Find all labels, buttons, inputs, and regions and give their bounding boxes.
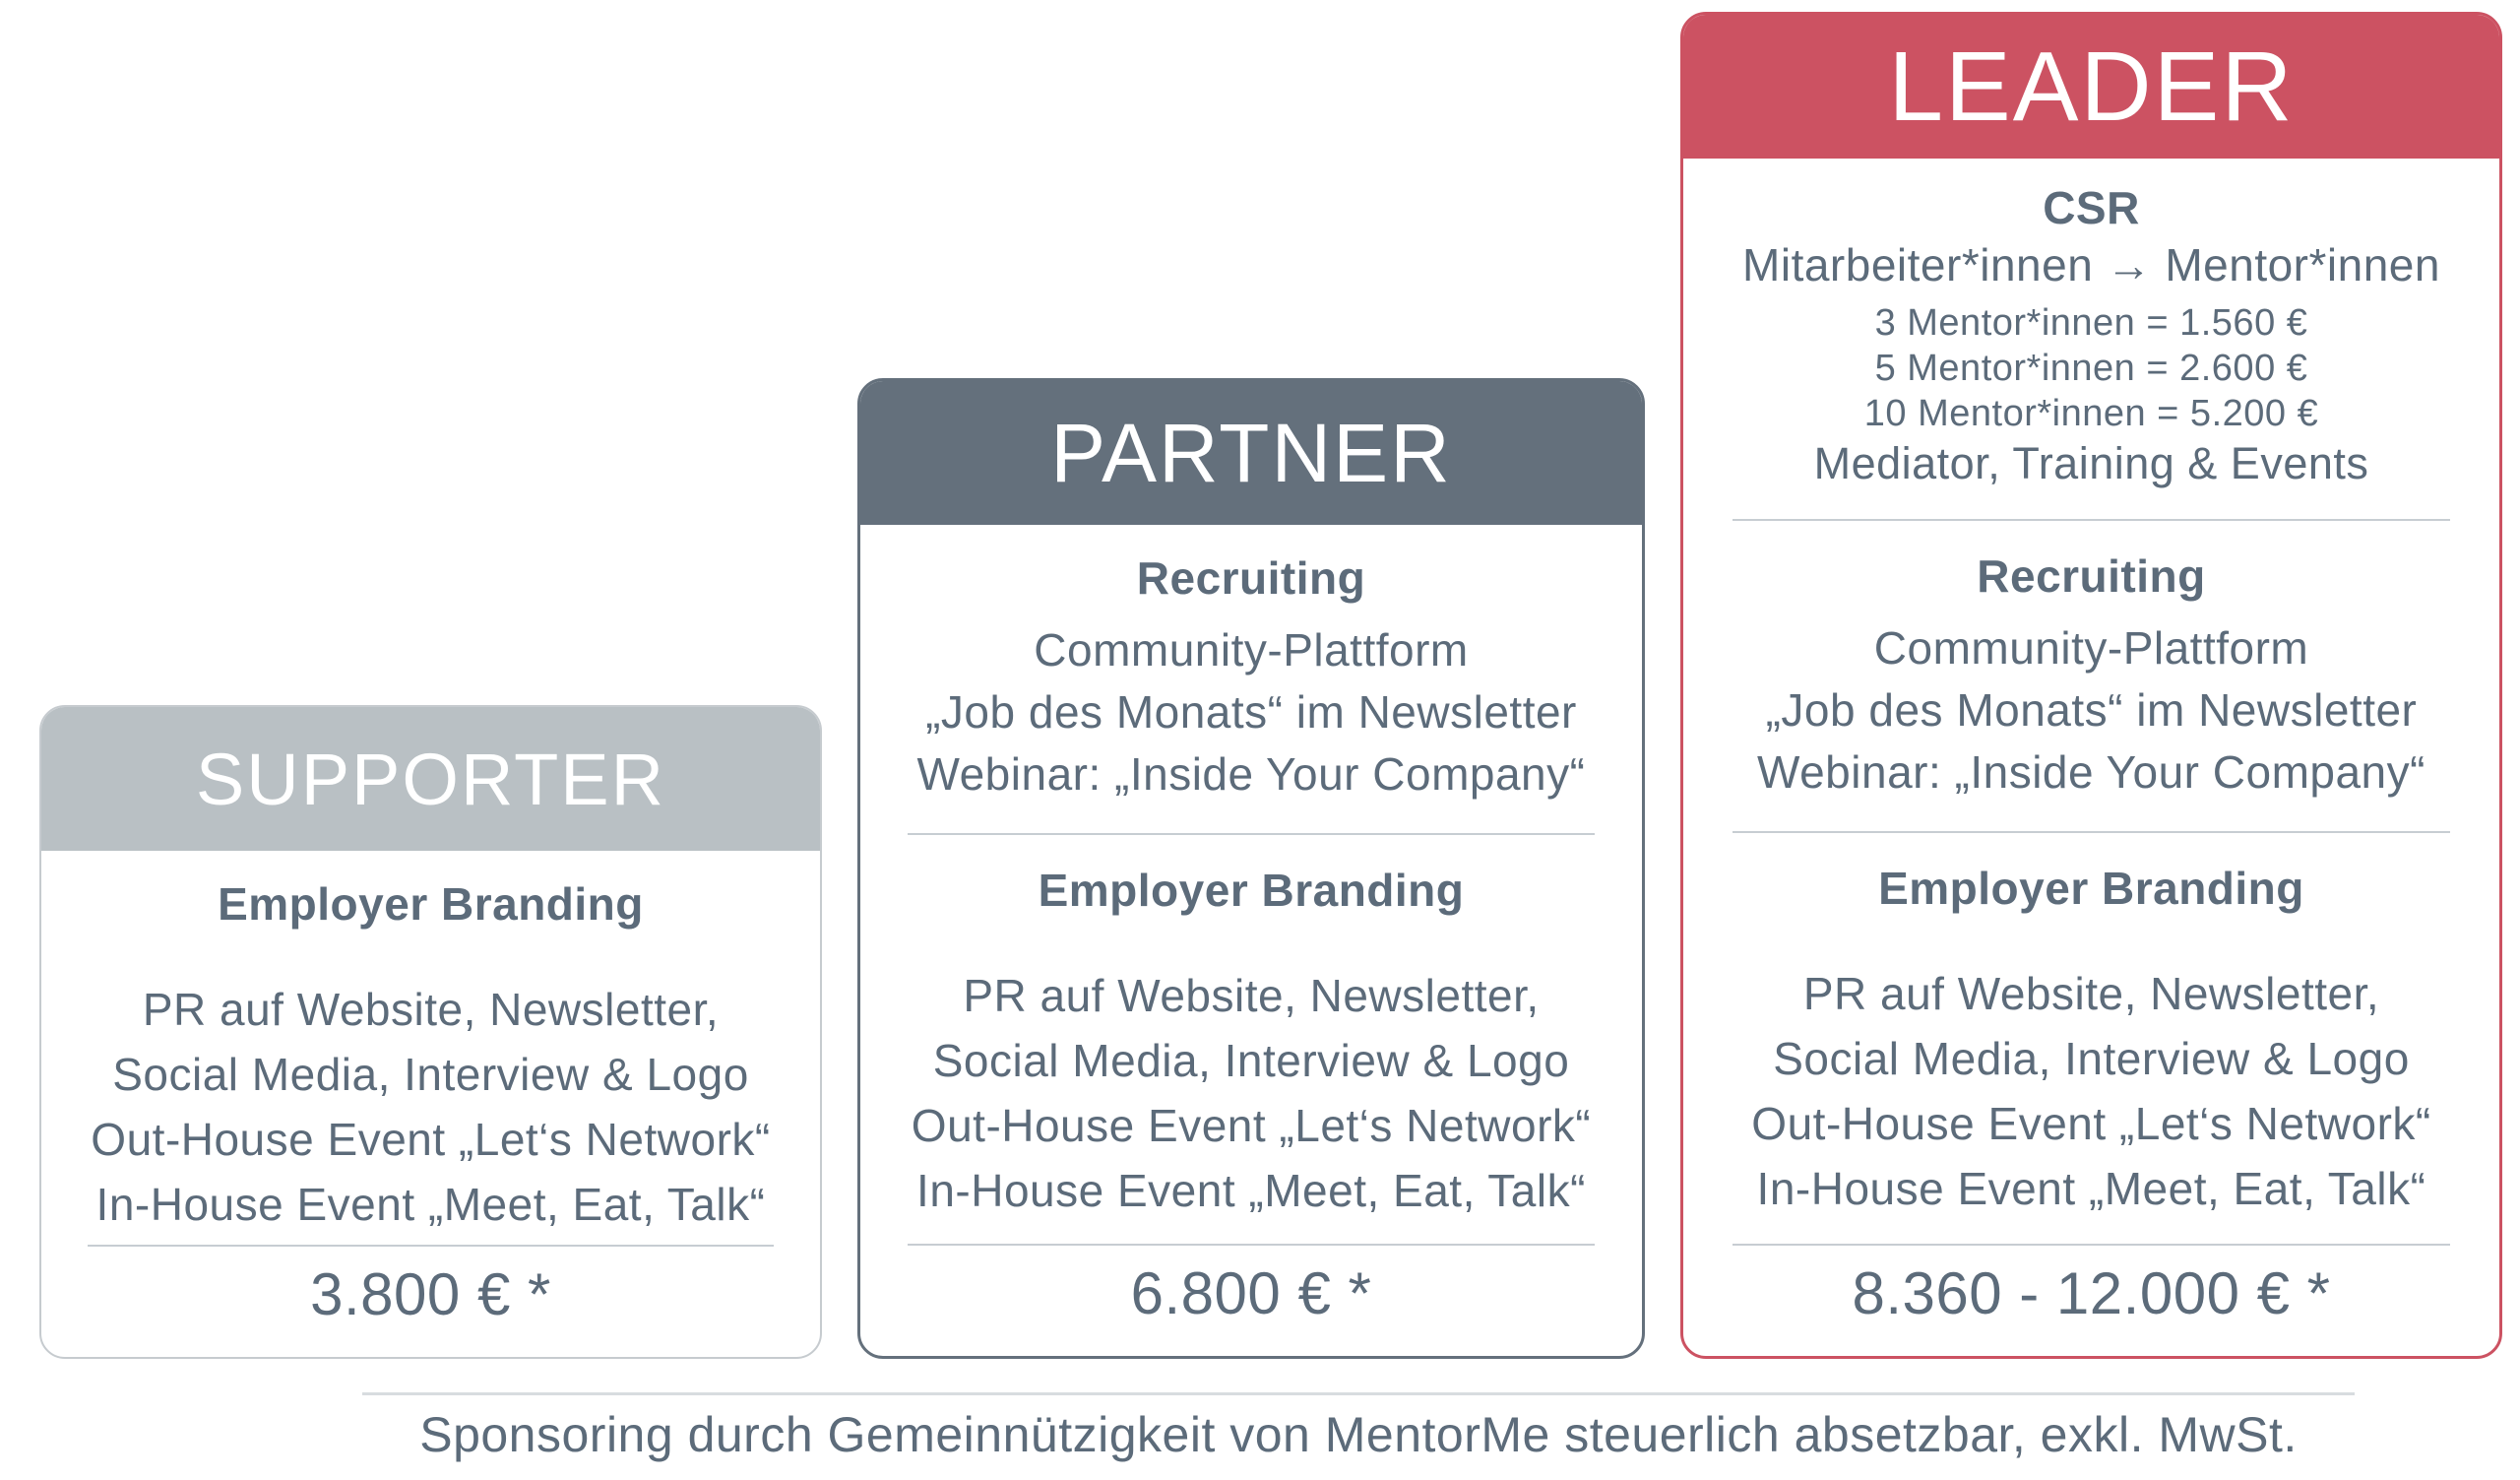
card-body-supporter — [41, 851, 820, 1357]
feature-line: Social Media, Interview & Logo — [112, 1049, 749, 1100]
feature-line: PR auf Website, Newsletter, — [142, 984, 720, 1035]
feature-lines — [1683, 961, 2499, 1221]
price-supporter: 3.800 € * — [310, 1261, 551, 1327]
feature-lines — [1683, 617, 2499, 804]
price-section-leader — [1683, 1244, 2499, 1356]
section-recruiting — [860, 550, 1642, 805]
feature-line: In-House Event „Meet, Eat, Talk“ — [95, 1179, 766, 1230]
divider — [88, 1245, 773, 1247]
divider — [1732, 1244, 2451, 1246]
section-heading: Employer Branding — [1878, 863, 2304, 914]
price-section-supporter — [41, 1245, 820, 1357]
footer — [362, 1392, 2355, 1464]
footer-note: Sponsoring durch Gemeinnützigkeit von MentorMe steuerlich absetzbar, exkl. MwSt. — [419, 1407, 2298, 1462]
feature-line: Community-Plattform — [1034, 624, 1469, 676]
card-header-leader — [1683, 15, 2499, 159]
card-body-leader — [1683, 159, 2499, 1356]
csr-extras: Mediator, Training & Events — [1813, 438, 2369, 488]
card-title-supporter: SUPPORTER — [195, 738, 666, 820]
card-header-partner — [860, 381, 1642, 525]
divider — [908, 833, 1596, 835]
feature-line: PR auf Website, Newsletter, — [963, 970, 1540, 1021]
section-heading: Recruiting — [1136, 552, 1366, 604]
card-title-leader: LEADER — [1888, 31, 2295, 142]
feature-line: Out-House Event „Let‘s Network“ — [911, 1100, 1592, 1151]
card-body-partner — [860, 525, 1642, 1356]
section-heading: Employer Branding — [218, 878, 644, 930]
csr-tier-line: 10 Mentor*innen = 5.200 € — [1863, 393, 2319, 434]
feature-line: Webinar: „Inside Your Company“ — [1757, 746, 2426, 798]
csr-subtitle: Mitarbeiter*innen → Mentor*innen — [1742, 239, 2440, 290]
price-section-partner — [860, 1244, 1642, 1356]
divider — [1732, 831, 2451, 833]
price-partner: 6.800 € * — [1130, 1260, 1372, 1326]
section-recruiting — [1683, 548, 2499, 804]
section-heading: CSR — [2043, 182, 2140, 233]
card-supporter — [39, 705, 822, 1359]
section-employer-branding — [41, 876, 820, 1237]
divider — [908, 1244, 1596, 1246]
feature-line: „Job des Monats“ im Newsletter — [1765, 684, 2418, 736]
section-csr — [1683, 180, 2499, 491]
feature-line: Webinar: „Inside Your Company“ — [916, 748, 1586, 800]
feature-lines — [41, 977, 820, 1237]
feature-line: Social Media, Interview & Logo — [932, 1035, 1570, 1086]
feature-line: In-House Event „Meet, Eat, Talk“ — [1756, 1163, 2426, 1214]
section-employer-branding — [1683, 861, 2499, 1221]
section-employer-branding — [860, 863, 1642, 1223]
card-leader — [1680, 12, 2502, 1359]
feature-line: PR auf Website, Newsletter, — [1802, 968, 2380, 1019]
csr-tiers — [1683, 300, 2499, 436]
feature-lines — [860, 963, 1642, 1223]
csr-tier-line: 3 Mentor*innen = 1.560 € — [1874, 302, 2308, 344]
section-heading: Employer Branding — [1038, 865, 1465, 916]
feature-line: Out-House Event „Let‘s Network“ — [1751, 1098, 2431, 1149]
feature-line: Community-Plattform — [1873, 622, 2309, 674]
csr-tier-line: 5 Mentor*innen = 2.600 € — [1874, 348, 2308, 389]
feature-lines — [860, 619, 1642, 805]
card-title-partner: PARTNER — [1050, 406, 1452, 499]
feature-line: „Job des Monats“ im Newsletter — [925, 686, 1577, 738]
card-partner — [857, 378, 1645, 1359]
feature-line: In-House Event „Meet, Eat, Talk“ — [916, 1165, 1586, 1216]
price-leader: 8.360 - 12.000 € * — [1852, 1260, 2331, 1326]
divider — [1732, 519, 2451, 521]
card-header-supporter — [41, 707, 820, 851]
feature-line: Social Media, Interview & Logo — [1773, 1033, 2410, 1084]
pricing-cards-row — [39, 0, 2502, 1359]
section-heading: Recruiting — [1977, 550, 2206, 602]
feature-line: Out-House Event „Let‘s Network“ — [91, 1114, 771, 1165]
